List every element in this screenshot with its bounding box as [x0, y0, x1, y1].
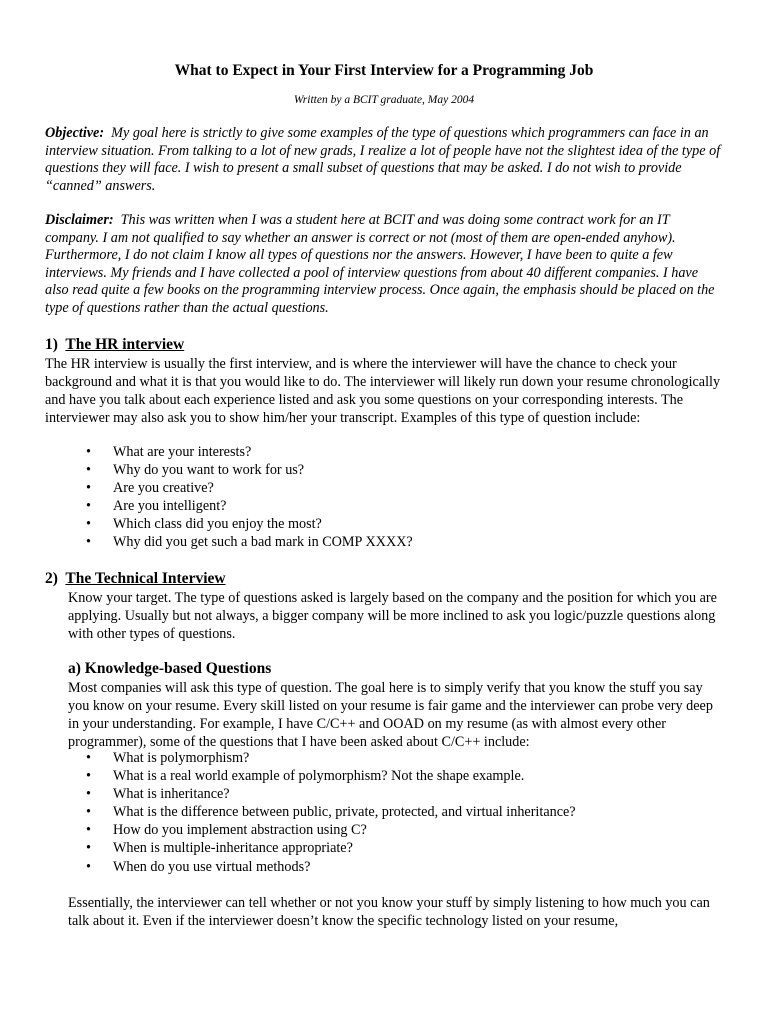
subsection-knowledge-body: Most companies will ask this type of question. The goal here is to simply verify that you know the stuff you say you know on your resume. Every skill listed on your resume is fair game and the interviewer can probe very deep in your understanding. For example, I have C/C++ and OOAD on my resume (as with almost every other programmer), some of the questions that I have been asked about C/C++ include: — [68, 680, 713, 750]
list-item: • Why do you want to work for us? — [86, 461, 413, 479]
section-hr-heading — [45, 336, 184, 354]
list-item: • Are you creative? — [86, 479, 413, 497]
list-item: • What are your interests? — [86, 443, 413, 461]
disclaimer-text: This was written when I was a student here at BCIT and was doing some contract work for an IT company. I am not qualified to say whether an answer is correct or not (most of them are open-ended anyhow). Furthermore, I do not claim I know all types of questions nor the answers. However, I have been to quite a few interviews. My friends and I have collected a pool of interview questions from about 40 different companies. I have also read quite a few books on the programming interview process. Once again, the emphasis should be placed on the type of questions rather than the actual questions. — [45, 212, 715, 316]
subsection-knowledge-heading: a) Knowledge-based Questions — [68, 660, 272, 677]
list-item: • Are you intelligent? — [86, 497, 413, 515]
section-number: 2) — [45, 570, 58, 587]
list-item: • When is multiple-inheritance appropriate? — [86, 839, 576, 857]
document-title: What to Expect in Your First Interview for a Programming Job — [174, 62, 594, 79]
list-item: • What is inheritance? — [86, 785, 576, 803]
objective-label: Objective: — [45, 125, 105, 141]
list-item: • What is polymorphism? — [86, 749, 576, 767]
section-technical-heading — [45, 570, 226, 588]
objective-paragraph — [45, 125, 721, 195]
objective-text: My goal here is strictly to give some examples of the type of questions which programmers can face in an interview situation. From talking to a lot of new grads, I realize a lot of people have not the slightest idea of the type of questions they will face. I wish to present a small subset of questions that may be asked. I do not wish to provide “canned” answers. — [45, 125, 721, 194]
byline: Written by a BCIT graduate, May 2004 — [293, 94, 475, 106]
disclaimer-label: Disclaimer: — [45, 212, 114, 228]
cpp-question-list — [86, 749, 576, 876]
section-title: The Technical Interview — [65, 570, 226, 587]
list-item: • What is the difference between public, private, protected, and virtual inheritance? — [86, 803, 576, 821]
section-technical-body: Know your target. The type of questions asked is largely based on the company and the position for which you are applying. Usually but not always, a bigger company will be more inclined to ask you logic/puzzle questions along with other types of questions. — [68, 590, 717, 642]
section-number: 1) — [45, 336, 58, 353]
list-item: • How do you implement abstraction using C? — [86, 821, 576, 839]
list-item: • Why did you get such a bad mark in COMP XXXX? — [86, 533, 413, 551]
list-item: • What is a real world example of polymorphism? Not the shape example. — [86, 767, 576, 785]
subsection-knowledge-closing: Essentially, the interviewer can tell whether or not you know your stuff by simply listening to how much you can talk about it. Even if the interviewer doesn’t know the specific technology listed on your resume, — [68, 895, 710, 929]
disclaimer-paragraph — [45, 212, 721, 317]
section-hr-body: The HR interview is usually the first interview, and is where the interviewer will have the chance to check your background and what it is that you would like to do. The interviewer will likely run down your resume chronologically and have you talk about each experience listed and ask you some questions on your corresponding interests. The interviewer may also ask you to show him/her your transcript. Examples of this type of question include: — [45, 356, 721, 426]
list-item: • When do you use virtual methods? — [86, 858, 576, 876]
hr-question-list — [86, 443, 413, 552]
list-item: • Which class did you enjoy the most? — [86, 515, 413, 533]
section-title: The HR interview — [65, 336, 185, 353]
